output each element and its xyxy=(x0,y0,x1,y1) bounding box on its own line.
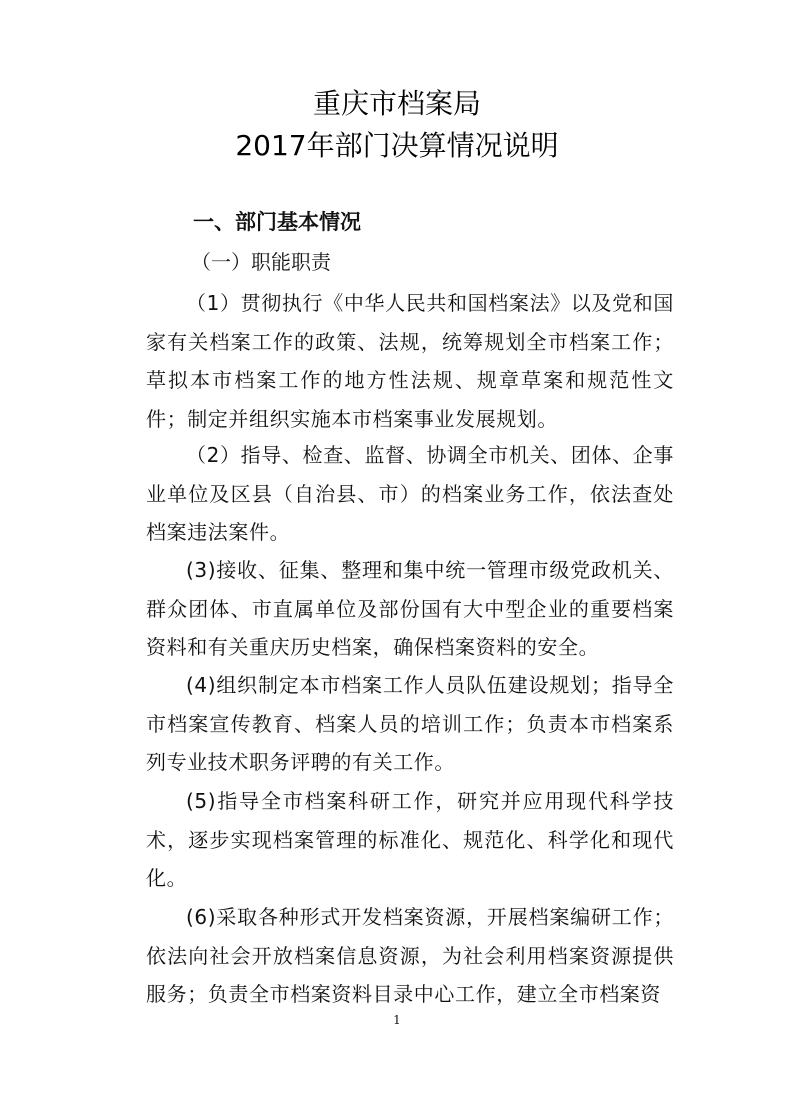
paragraph-duty-2: （2）指导、检查、监督、协调全市机关、团体、企事业单位及区县（自治县、市）的档案业务工作，依法查处档案违法案件。 xyxy=(146,443,674,544)
subsection-heading: （一）职能职责 xyxy=(191,250,331,274)
document-title-line-2: 2017年部门决算情况说明 xyxy=(235,129,559,162)
paragraph-duty-1: （1）贯彻执行《中华人民共和国档案法》以及党和国家有关档案工作的政策、法规，统筹规划全市档案工作；草拟本市档案工作的地方性法规、规章草案和规范性文件；制定并组织实施本市档案事业发展规划。 xyxy=(146,291,674,431)
paragraph-duty-5: (5)指导全市档案科研工作，研究并应用现代科学技术，逐步实现档案管理的标准化、规范化、科学化和现代化。 xyxy=(146,789,674,890)
document-title-line-1: 重庆市档案局 xyxy=(312,87,481,120)
page-number: 1 xyxy=(393,1013,401,1027)
paragraph-duty-4: (4)组织制定本市档案工作人员队伍建设规划；指导全市档案宣传教育、档案人员的培训工作；负责本市档案系列专业技术职务评聘的有关工作。 xyxy=(146,673,674,774)
paragraph-duty-6: (6)采取各种形式开发档案资源，开展档案编研工作；依法向社会开放档案信息资源，为社会利用档案资源提供服务；负责全市档案资料目录中心工作，建立全市档案资 xyxy=(146,905,674,1006)
paragraph-duty-3: (3)接收、征集、整理和集中统一管理市级党政机关、群众团体、市直属单位及部份国有大中型企业的重要档案资料和有关重庆历史档案，确保档案资料的安全。 xyxy=(146,558,674,659)
section-heading: 一、部门基本情况 xyxy=(193,210,361,234)
